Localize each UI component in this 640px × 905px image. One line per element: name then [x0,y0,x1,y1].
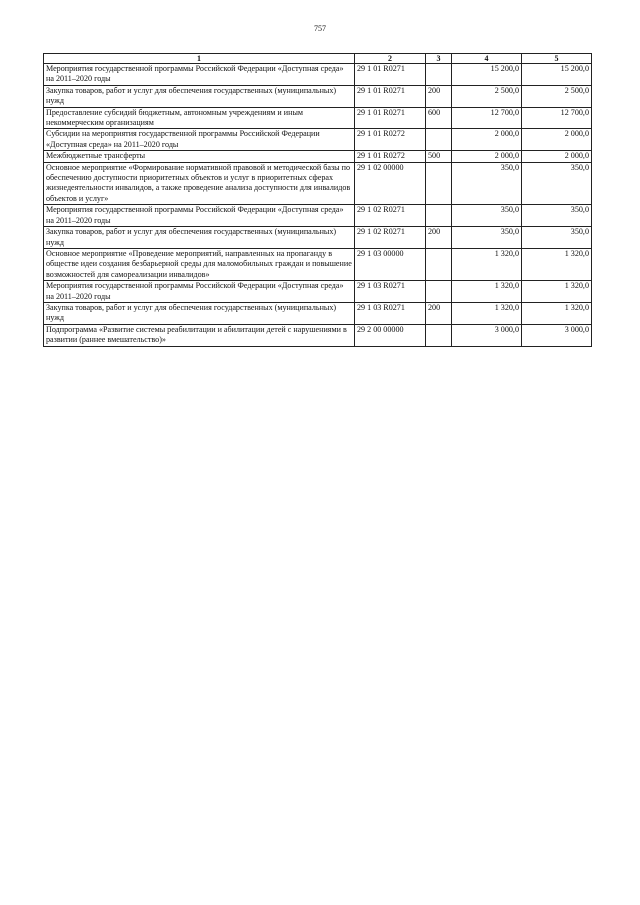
row-sum-col4-cell: 2 500,0 [452,85,522,107]
row-type-cell [426,64,452,86]
row-sum-col5-cell: 15 200,0 [522,64,592,86]
row-type-cell: 200 [426,227,452,249]
table-row [44,64,592,86]
header-col-1: 1 [44,54,355,64]
header-col-4: 4 [452,54,522,64]
row-code-cell: 29 1 01 R0271 [355,85,426,107]
row-name-cell: Закупка товаров, работ и услуг для обеспечения государственных (муниципальных) нужд [44,85,355,107]
header-col-3: 3 [426,54,452,64]
row-sum-col5-cell: 350,0 [522,162,592,205]
table-row [44,281,592,303]
row-code-cell: 29 1 01 R0272 [355,129,426,151]
row-sum-col4-cell: 12 700,0 [452,107,522,129]
row-name-cell: Предоставление субсидий бюджетным, автономным учреждениям и иным некоммерческим организациям [44,107,355,129]
row-name-cell: Мероприятия государственной программы Российской Федерации «Доступная среда» на 2011–2020 годы [44,205,355,227]
row-sum-col5-cell: 1 320,0 [522,281,592,303]
row-sum-col4-cell: 1 320,0 [452,248,522,280]
row-sum-col4-cell: 350,0 [452,162,522,205]
row-code-cell: 29 1 02 R0271 [355,227,426,249]
table-row [44,302,592,324]
row-sum-col5-cell: 12 700,0 [522,107,592,129]
row-code-cell: 29 1 01 R0271 [355,107,426,129]
row-sum-col5-cell: 1 320,0 [522,248,592,280]
row-sum-col4-cell: 350,0 [452,227,522,249]
row-name-cell: Основное мероприятие «Проведение мероприятий, направленных на пропаганду в обществе идеи создания безбарьерной среды для маломобильных граждан и повышение возможностей для самореализации инвалидов» [44,248,355,280]
row-type-cell [426,129,452,151]
row-name-cell: Мероприятия государственной программы Российской Федерации «Доступная среда» на 2011–2020 годы [44,281,355,303]
table-row [44,248,592,280]
table-row [44,324,592,346]
row-sum-col5-cell: 350,0 [522,227,592,249]
row-code-cell: 29 1 01 R0272 [355,151,426,162]
header-row [44,54,592,64]
row-code-cell: 29 1 02 R0271 [355,205,426,227]
row-type-cell [426,162,452,205]
row-sum-col4-cell: 2 000,0 [452,151,522,162]
row-name-cell: Основное мероприятие «Формирование нормативной правовой и методической базы по обеспечению доступности приоритетных объектов и услуг в приоритетных сферах жизнедеятельности инвалидов, а также проведение анализа доступности для инвалидов объектов и услуг» [44,162,355,205]
row-sum-col5-cell: 1 320,0 [522,302,592,324]
row-code-cell: 29 1 01 R0271 [355,64,426,86]
row-name-cell: Мероприятия государственной программы Российской Федерации «Доступная среда» на 2011–2020 годы [44,64,355,86]
table-row [44,205,592,227]
row-name-cell: Межбюджетные трансферты [44,151,355,162]
row-code-cell: 29 1 02 00000 [355,162,426,205]
row-sum-col4-cell: 2 000,0 [452,129,522,151]
table-row [44,227,592,249]
row-type-cell [426,248,452,280]
row-name-cell: Субсидии на мероприятия государственной программы Российской Федерации «Доступная среда» на 2011–2020 годы [44,129,355,151]
table-row [44,151,592,162]
row-sum-col4-cell: 15 200,0 [452,64,522,86]
table-row [44,162,592,205]
row-sum-col5-cell: 3 000,0 [522,324,592,346]
row-type-cell: 200 [426,302,452,324]
row-type-cell [426,281,452,303]
row-sum-col5-cell: 2 000,0 [522,129,592,151]
row-sum-col5-cell: 2 000,0 [522,151,592,162]
table-body [44,64,592,347]
row-type-cell [426,324,452,346]
row-name-cell: Закупка товаров, работ и услуг для обеспечения государственных (муниципальных) нужд [44,302,355,324]
row-type-cell: 600 [426,107,452,129]
table-row [44,129,592,151]
row-sum-col5-cell: 350,0 [522,205,592,227]
row-sum-col4-cell: 1 320,0 [452,302,522,324]
header-col-2: 2 [355,54,426,64]
table-row [44,85,592,107]
row-code-cell: 29 2 00 00000 [355,324,426,346]
row-type-cell: 200 [426,85,452,107]
row-name-cell: Подпрограмма «Развитие системы реабилитации и абилитации детей с нарушениями в развитии (раннее вмешательство)» [44,324,355,346]
page-number: 757 [314,24,326,33]
header-col-5: 5 [522,54,592,64]
row-sum-col4-cell: 350,0 [452,205,522,227]
row-type-cell: 500 [426,151,452,162]
row-name-cell: Закупка товаров, работ и услуг для обеспечения государственных (муниципальных) нужд [44,227,355,249]
row-sum-col4-cell: 3 000,0 [452,324,522,346]
row-code-cell: 29 1 03 R0271 [355,302,426,324]
budget-table [43,53,592,347]
row-type-cell [426,205,452,227]
row-code-cell: 29 1 03 R0271 [355,281,426,303]
table-row [44,107,592,129]
row-sum-col4-cell: 1 320,0 [452,281,522,303]
row-sum-col5-cell: 2 500,0 [522,85,592,107]
row-code-cell: 29 1 03 00000 [355,248,426,280]
